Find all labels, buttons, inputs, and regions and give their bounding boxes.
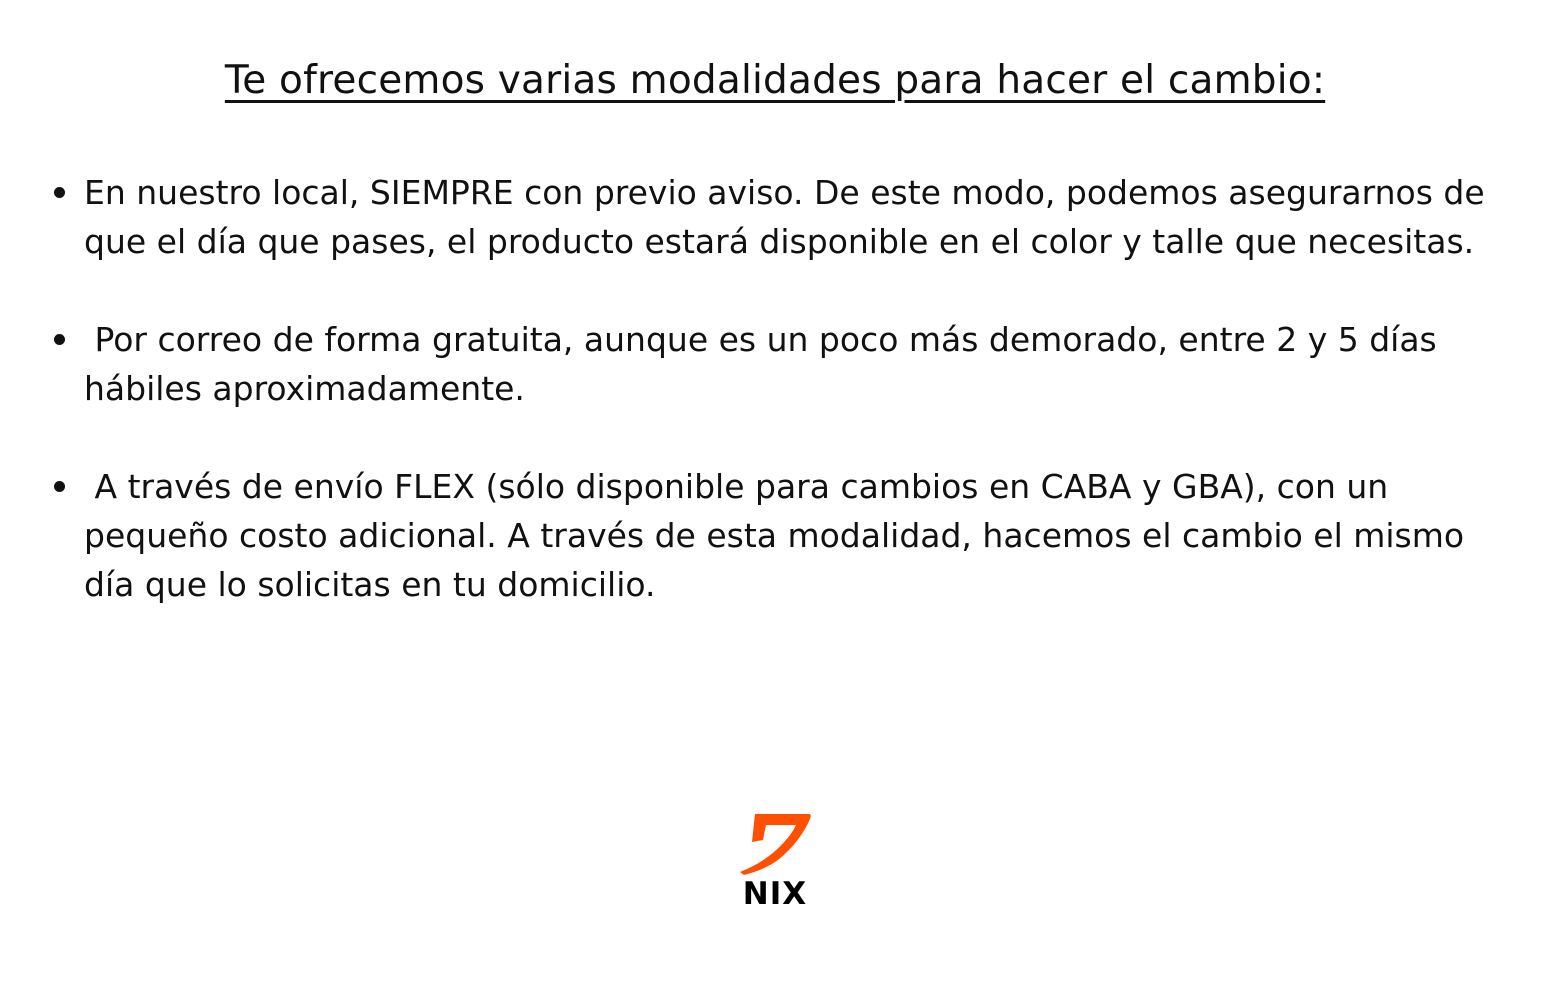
option-text: A través de envío FLEX (sólo disponible para cambios en CABA y GBA), con un pequeño costo adicional. A través de esta modalidad, hacemos el cambio el mismo día que lo solicitas en tu domicilio.	[84, 467, 1475, 604]
option-text: Por correo de forma gratuita, aunque es un poco más demorado, entre 2 y 5 días hábiles aproximadamente.	[84, 320, 1448, 408]
page-title	[0, 58, 1550, 103]
list-item	[50, 168, 1520, 266]
bullet-icon	[54, 334, 65, 345]
list-item	[50, 315, 1520, 413]
bullet-icon	[54, 481, 65, 492]
brand-logo-text: NIX	[742, 876, 808, 912]
page-title-text: Te ofrecemos varias modalidades para hacer el cambio:	[224, 58, 1326, 103]
exchange-options-list	[50, 168, 1520, 658]
bullet-icon	[54, 187, 65, 198]
list-item	[50, 462, 1520, 609]
option-text: En nuestro local, SIEMPRE con previo aviso. De este modo, podemos asegurarnos de que el día que pases, el producto estará disponible en el color y talle que necesitas.	[84, 173, 1485, 261]
brand-logo	[738, 812, 812, 912]
slash-7-mark-icon	[738, 812, 812, 876]
